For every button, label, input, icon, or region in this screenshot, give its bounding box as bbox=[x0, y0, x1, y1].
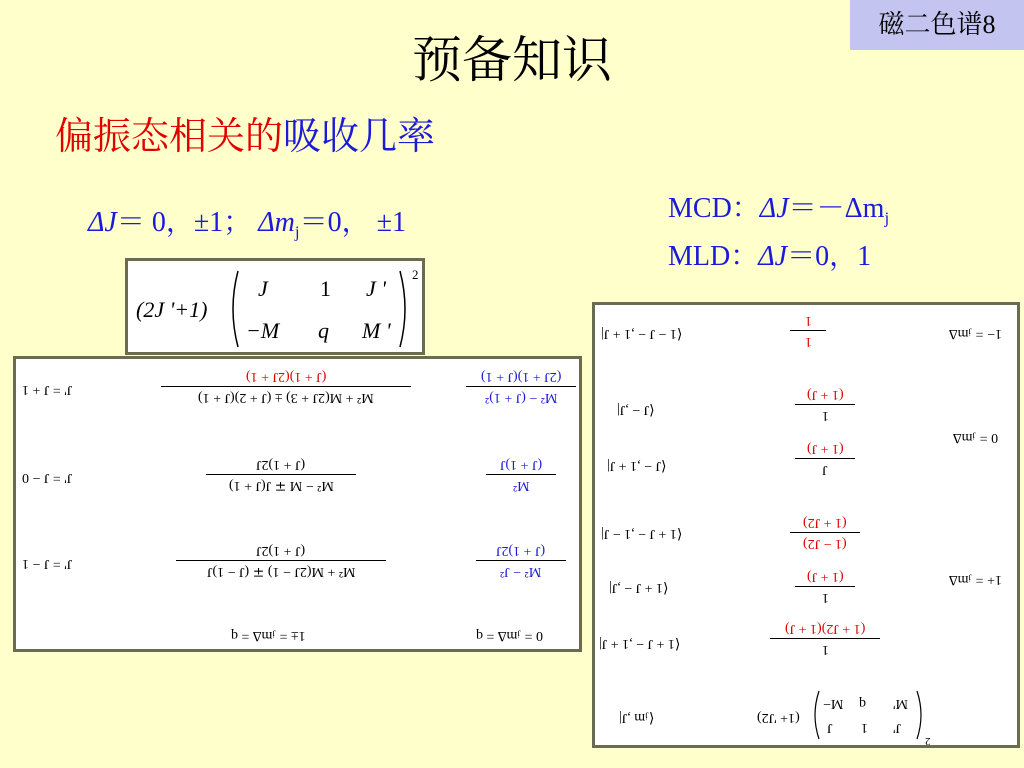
table-row-red-fraction: $\frac{(J + 1)2J}{\text{M² − M ∓ J(J + 1)}}$ bbox=[206, 455, 356, 494]
table-row-blue-fraction: $\frac{(J + 1)2J}{\text{M² − J²}}$ bbox=[476, 541, 566, 580]
formula-power: 2 bbox=[412, 267, 419, 282]
rule-eq2: ＝0， ±1 bbox=[299, 207, 407, 238]
mld-delta-j: ΔJ bbox=[758, 241, 788, 272]
table-row-red-fraction: $\frac{(1 + J)}{1}$ bbox=[795, 385, 855, 424]
table-row-label: J' = J + 1 bbox=[22, 382, 73, 397]
footer-matrix-top-c3: M' bbox=[893, 696, 908, 711]
table-row-red-fraction: $\frac{(J + 1)2J}{\text{M² + M(2J − 1) ∓ (J − 1)J}}$ bbox=[176, 541, 386, 580]
left-paren-icon bbox=[811, 689, 821, 741]
circular-polarization-table bbox=[592, 302, 1020, 748]
formula-r2c3: M ' bbox=[362, 318, 391, 343]
mcd-eq: ＝－Δm bbox=[788, 193, 885, 224]
slide-number-badge: 磁二色谱8 bbox=[850, 0, 1024, 50]
mcd-sub: j bbox=[884, 208, 890, 228]
footer-matrix-top-c2: q bbox=[859, 696, 866, 711]
state-ket: ⟨J − ,1 + J| bbox=[607, 458, 667, 473]
footer-matrix-bot-c2: 1 bbox=[861, 720, 868, 735]
formula-r2c1: −M bbox=[246, 318, 280, 343]
delta-m-label: 1− = ⱼm∆ bbox=[949, 326, 1002, 341]
delta-m-label: 0 = ⱼm∆ bbox=[953, 430, 999, 445]
footer-matrix-top-c1: M− bbox=[823, 696, 844, 711]
table-row-red-fraction: $\frac{(1 + J2)}{(1 - J2)}$ bbox=[790, 513, 860, 552]
state-ket: ⟨1 + J − ,1 − J| bbox=[601, 526, 683, 541]
delta-m-label: 1+ = ⱼm∆ bbox=[949, 572, 1002, 587]
state-ket: ⟨1 + J − ,1 + J| bbox=[599, 636, 681, 651]
mld-rule bbox=[668, 240, 871, 274]
subtitle bbox=[55, 112, 435, 160]
mcd-rule bbox=[668, 192, 889, 236]
subtitle-red-part: 偏振态相关的 bbox=[55, 114, 284, 158]
right-paren-icon bbox=[398, 269, 410, 349]
table-row-red-fraction: $\frac{(1 + J)}{J}$ bbox=[795, 439, 855, 478]
table-footer-right: 0 = ⱼm∆ = q bbox=[476, 628, 543, 643]
formula-r1c1: J bbox=[258, 276, 268, 301]
mld-label: MLD： bbox=[668, 241, 759, 272]
m-subscript: j bbox=[294, 222, 300, 242]
state-ket: ⟨1 − J − ,1 + J| bbox=[601, 326, 683, 341]
mld-eq: ＝0，1 bbox=[787, 241, 872, 272]
left-paren-icon bbox=[228, 269, 240, 349]
table-row-red-fraction: $\frac{1}{1}$ bbox=[790, 311, 826, 350]
table-row-label: J' = J − 1 bbox=[22, 556, 73, 571]
formula-r2c2: q bbox=[318, 318, 329, 343]
rule-eq: ＝ 0，±1； bbox=[116, 207, 252, 238]
right-paren-icon bbox=[915, 689, 925, 741]
footer-power: 2 bbox=[925, 735, 931, 747]
table-row-red-fraction: $\frac{(1 + J2)(1 + J)}{1}$ bbox=[770, 619, 880, 658]
table-row-red-fraction: $\frac{(J + 1)(2J + 1)}{\text{M² + M(2J + 3) ± (J + 2)(J + 1)}}$ bbox=[161, 367, 411, 406]
delta-m: Δm bbox=[258, 207, 295, 238]
general-selection-rule bbox=[88, 206, 406, 250]
footer-prefix: (1+ 'J2) bbox=[757, 710, 800, 725]
footer-matrix-bot-c1: J bbox=[827, 720, 833, 735]
formula-prefix: (2J '+1) bbox=[136, 297, 208, 322]
mcd-delta-j: ΔJ bbox=[759, 193, 789, 224]
table-row-blue-fraction: $\frac{(2J + 1)(J + 1)}{\text{M² − (J + 1)²}}$ bbox=[466, 367, 576, 406]
subtitle-blue-part: 吸收几率 bbox=[283, 114, 436, 158]
formula-r1c3: J ' bbox=[366, 276, 386, 301]
mcd-label: MCD： bbox=[668, 193, 760, 224]
footer-matrix-bot-c3: J' bbox=[893, 720, 901, 735]
delta-j: ΔJ bbox=[88, 207, 117, 238]
table-footer-left: 1± = ⱼm∆ = q bbox=[231, 628, 306, 643]
three-j-formula bbox=[125, 258, 425, 355]
state-ket: ⟨ⱼm ,J| bbox=[619, 710, 655, 725]
formula-r1c2: 1 bbox=[320, 276, 331, 301]
table-row-label: J' = J − 0 bbox=[22, 470, 73, 485]
linear-polarization-table bbox=[13, 356, 582, 652]
state-ket: ⟨1 + J − ,J| bbox=[609, 580, 669, 595]
table-row-blue-fraction: $\frac{(J + 1)J}{\text{M²}}$ bbox=[486, 455, 556, 494]
page-title: 预备知识 bbox=[412, 31, 612, 89]
table-row-red-fraction: $\frac{(1 + J)}{1}$ bbox=[795, 567, 855, 606]
state-ket: ⟨J − ,J| bbox=[617, 402, 655, 417]
